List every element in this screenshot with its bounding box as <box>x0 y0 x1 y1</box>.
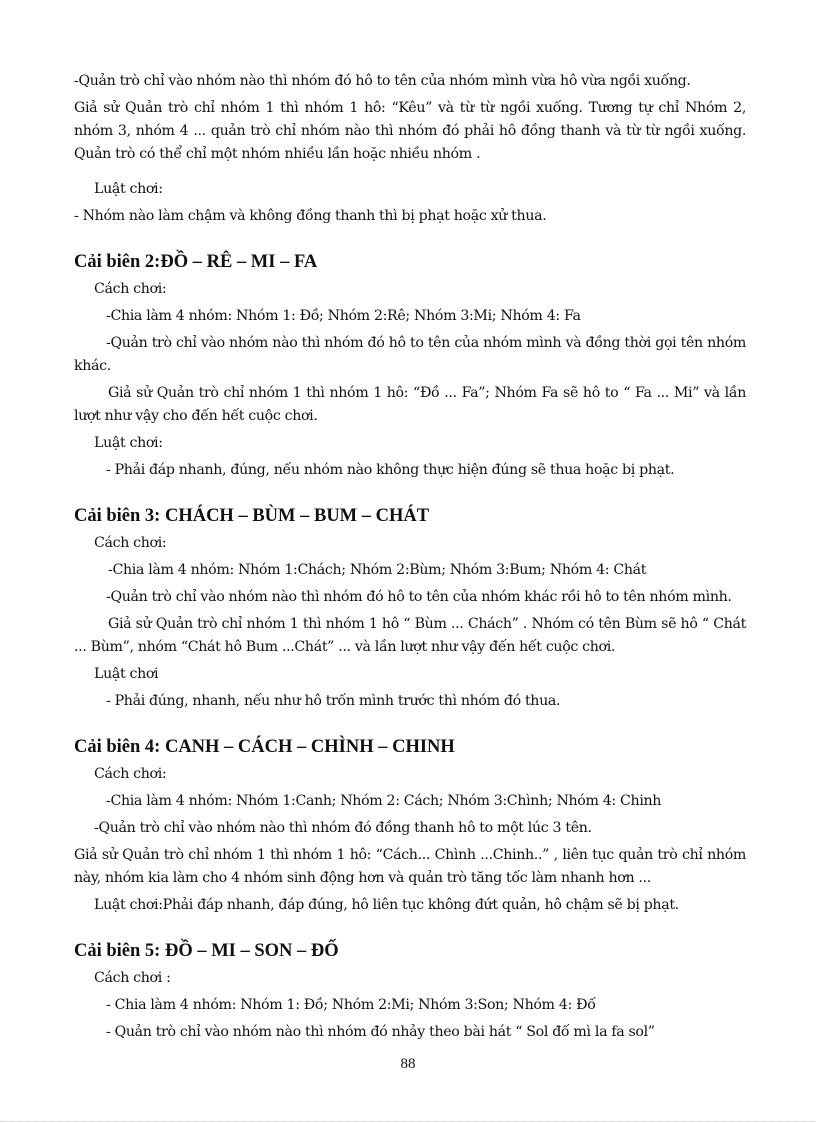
section-3-line-2: -Quản trò chỉ vào nhóm nào thì nhóm đó hô to tên của nhóm khác rồi hô to tên nhóm mình. <box>106 589 732 605</box>
section-2-rule: - Phải đáp nhanh, đúng, nếu nhóm nào không thực hiện đúng sẽ thua hoặc bị phạt. <box>106 462 675 478</box>
section-2-line-3: Giả sử Quản trò chỉ nhóm 1 thì nhóm 1 hô: “Đồ ... Fa”; Nhóm Fa sẽ hô to “ Fa ... Mi” và lần lượt như vậy cho đến hết cuộc chơi. <box>74 385 746 424</box>
section-3-line-1: -Chia làm 4 nhóm: Nhóm 1:Chách; Nhóm 2:Bùm; Nhóm 3:Bum; Nhóm 4: Chát <box>108 562 647 578</box>
page-number: 88 <box>400 1056 416 1072</box>
section-3-howto-label: Cách chơi: <box>94 535 167 551</box>
section-4-heading: Cải biên 4: CANH – CÁCH – CHÌNH – CHINH <box>74 737 455 757</box>
section-3-heading: Cải biên 3: CHÁCH – BÙM – BUM – CHÁT <box>74 506 430 526</box>
intro-rule: - Nhóm nào làm chậm và không đồng thanh thì bị phạt hoặc xử thua. <box>74 208 547 224</box>
section-5-heading: Cải biên 5: ĐỒ – MI – SON – ĐỐ <box>74 941 339 961</box>
section-5-howto-label: Cách chơi : <box>94 970 171 986</box>
section-4-rule: Luật chơi:Phải đáp nhanh, đáp đúng, hô liên tục không đứt quản, hô chậm sẽ bị phạt. <box>94 897 679 913</box>
section-4-howto-label: Cách chơi: <box>94 766 167 782</box>
section-3-rule-label: Luật chơi <box>94 666 159 682</box>
section-3-rule: - Phải đúng, nhanh, nếu như hô trốn mình trước thì nhóm đó thua. <box>106 693 561 709</box>
section-3-line-3: Giả sử Quản trò chỉ nhóm 1 thì nhóm 1 hô “ Bùm ... Chách” . Nhóm có tên Bùm sẽ hô “ Chát ... Bùm”, nhóm “Chát hô Bum ...Chát” ... và lần lượt như vậy đến hết cuộc chơi. <box>74 616 746 655</box>
intro-rule-label: Luật chơi: <box>94 181 163 197</box>
section-5-line-2: - Quản trò chỉ vào nhóm nào thì nhóm đó nhảy theo bài hát “ Sol đố mì la fa sol” <box>106 1024 655 1040</box>
intro-paragraph-2: Giả sử Quản trò chỉ nhóm 1 thì nhóm 1 hô: “Kêu” và từ từ ngồi xuống. Tương tự chỉ Nhóm 2, nhóm 3, nhóm 4 ... quản trò chỉ nhóm nào thì nhóm đó phải hô đồng thanh và từ từ ngồi xuống. Quản trò có thể chỉ một nhóm nhiều lần hoặc nhiều nhóm . <box>74 100 746 162</box>
section-4-line-2: -Quản trò chỉ vào nhóm nào thì nhóm đó đồng thanh hô to một lúc 3 tên. <box>94 820 592 836</box>
section-4-line-3: Giả sử Quản trò chỉ nhóm 1 thì nhóm 1 hô: “Cách... Chình ...Chinh..” , liên tục quản trò chỉ nhóm này, nhóm kia làm cho 4 nhóm sinh động hơn và quản trò tăng tốc làm nhanh hơn ... <box>74 847 746 886</box>
intro-paragraph-1: -Quản trò chỉ vào nhóm nào thì nhóm đó hô to tên của nhóm mình vừa hô vừa ngồi xuống. <box>74 73 691 89</box>
section-2-howto-label: Cách chơi: <box>94 281 167 297</box>
page-bottom-divider <box>0 1121 816 1122</box>
section-2-line-2: -Quản trò chỉ vào nhóm nào thì nhóm đó hô to tên của nhóm mình và đồng thời gọi tên nhóm khác. <box>74 335 746 374</box>
section-2-rule-label: Luật chơi: <box>94 435 163 451</box>
section-2-line-1: -Chia làm 4 nhóm: Nhóm 1: Đồ; Nhóm 2:Rê; Nhóm 3:Mi; Nhóm 4: Fa <box>106 308 581 324</box>
section-2-heading: Cải biên 2:ĐỒ – RÊ – MI – FA <box>74 252 318 272</box>
document-page <box>74 70 746 1044</box>
section-4-line-1: -Chia làm 4 nhóm: Nhóm 1:Canh; Nhóm 2: Cách; Nhóm 3:Chình; Nhóm 4: Chinh <box>106 793 662 809</box>
section-5-line-1: - Chia làm 4 nhóm: Nhóm 1: Đồ; Nhóm 2:Mi; Nhóm 3:Son; Nhóm 4: Đố <box>106 997 596 1013</box>
